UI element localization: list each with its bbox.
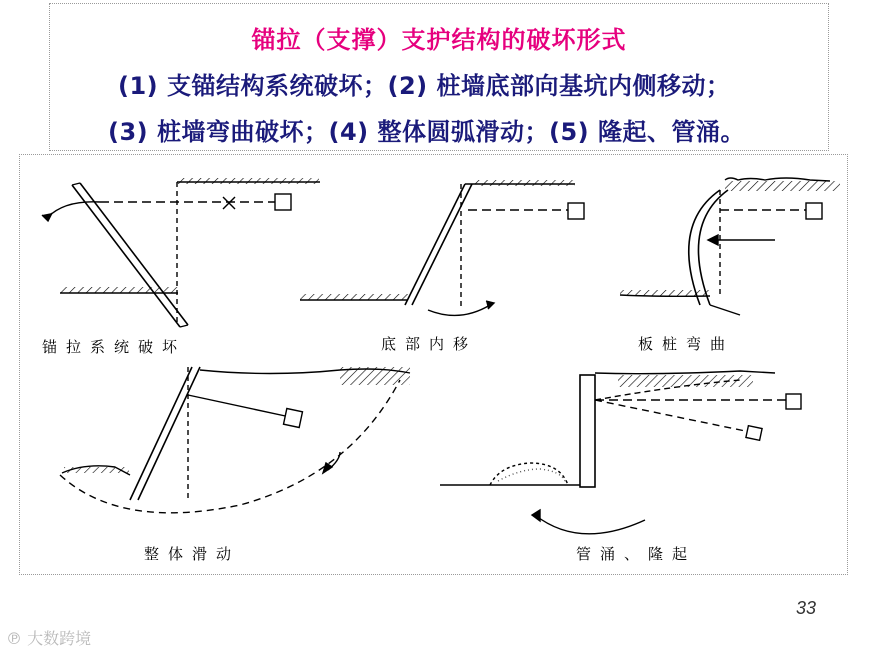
failure-modes-line-2: (3) 桩墙弯曲破坏；(4) 整体圆弧滑动；(5) 隆起、管涌。: [108, 118, 745, 146]
watermark: [6, 626, 91, 649]
caption-anchor-system-failure: 锚拉系统破坏: [42, 338, 187, 356]
caption-toe-inward-movement: 底部内移: [381, 335, 478, 353]
diagram-anchor-system-failure: [42, 178, 320, 327]
title-panel: [49, 3, 829, 151]
diagram-toe-inward-movement: [300, 180, 584, 315]
page-number: 33: [796, 598, 817, 618]
diagram-piping-heave: [440, 371, 801, 534]
watermark-logo-icon: ℗: [6, 629, 28, 648]
caption-piping-heave: 管涌、隆起: [576, 545, 697, 563]
slide-title: 锚拉（支撑）支护结构的破坏形式: [251, 26, 627, 54]
caption-overall-sliding: 整体滑动: [144, 545, 241, 563]
caption-sheet-pile-bending: 板桩弯曲: [638, 335, 735, 353]
failure-diagrams: [20, 155, 849, 576]
diagram-panel: [19, 154, 848, 575]
failure-modes-line-1: (1) 支锚结构系统破坏；(2) 桩墙底部向基坑内侧移动；: [118, 72, 731, 100]
diagram-sheet-pile-bending: [620, 178, 840, 315]
watermark-text: 大数跨境: [27, 629, 92, 648]
diagram-overall-sliding: [60, 367, 410, 513]
